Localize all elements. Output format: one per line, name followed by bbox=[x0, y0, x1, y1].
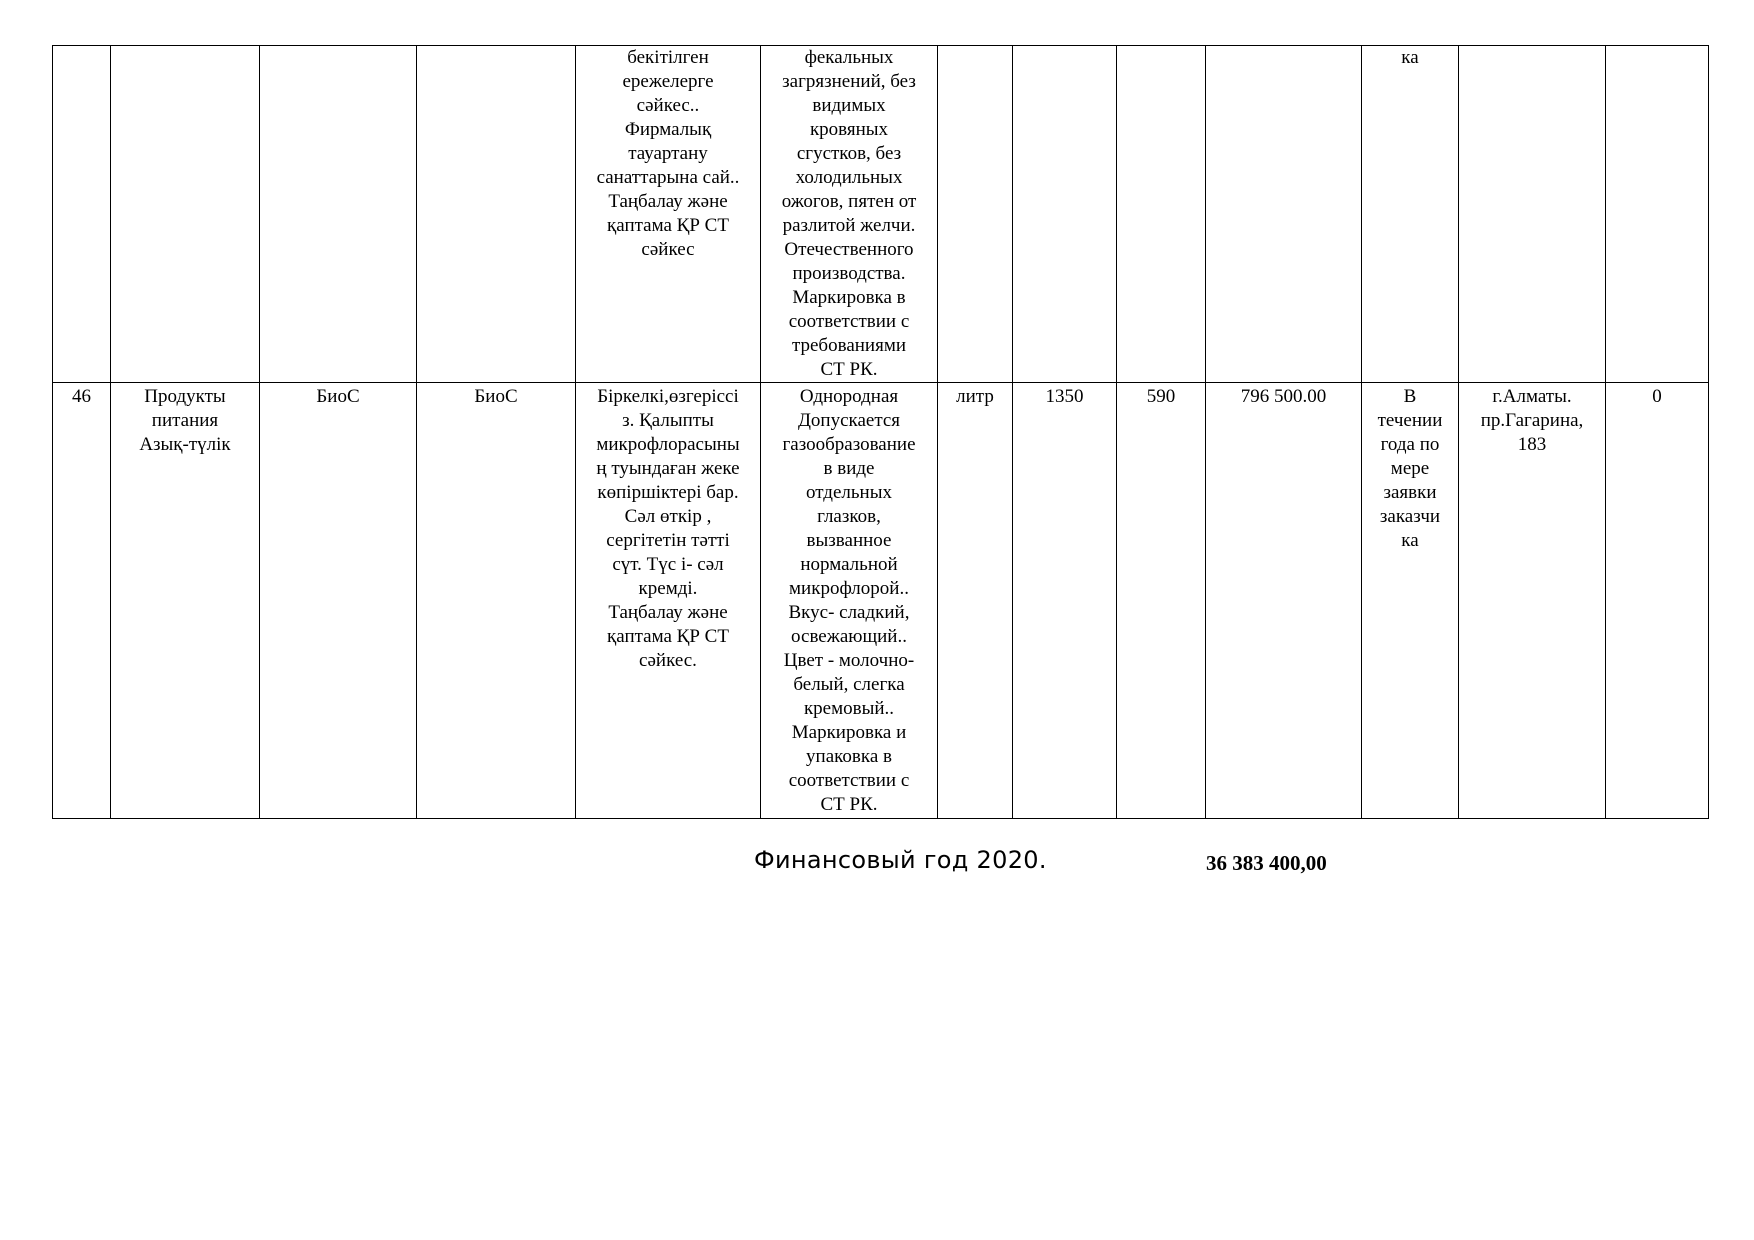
cell-spec-kz: бекітілген ережелерге сәйкес.. Фирмалық тауартану санаттарына сай.. Таңбалау және қаптама ҚР СТ сәйкес bbox=[576, 46, 761, 383]
table-row bbox=[53, 46, 1709, 383]
cell-name-ru bbox=[260, 46, 417, 383]
cell-delivery-term: В течении года по мере заявки заказчи ка bbox=[1362, 383, 1459, 819]
cell-spec-ru: Однородная Допускается газообразование в виде отдельных глазков, вызванное нормальной микрофлорой.. Вкус- сладкий, освежающий.. Цвет - молочно- белый, слегка кремовый.. Маркировка и упаковка в соответствии с СТ РК. bbox=[761, 383, 938, 819]
cell-quantity: 1350 bbox=[1013, 383, 1117, 819]
cell-price bbox=[1117, 46, 1206, 383]
procurement-table bbox=[52, 45, 1709, 819]
cell-category: Продукты питания Азық-түлік bbox=[111, 383, 260, 819]
cell-spec-ru: фекальных загрязнений, без видимых кровяных сгустков, без холодильных ожогов, пятен от разлитой желчи. Отечественного производства. Маркировка в соответствии с требованиями СТ РК. bbox=[761, 46, 938, 383]
cell-name-ru: БиоС bbox=[260, 383, 417, 819]
cell-unit: литр bbox=[938, 383, 1013, 819]
cell-advance: 0 bbox=[1606, 383, 1709, 819]
cell-delivery-place: г.Алматы. пр.Гагарина, 183 bbox=[1459, 383, 1606, 819]
cell-spec-kz: Біркелкі,өзгеріссі з. Қалыпты микрофлорасыны ң туындаған жеке көпіршіктері бар. Сәл өткір , сергітетін тәтті сүт. Түс і- сәл кремді. Таңбалау және қаптама ҚР СТ сәйкес. bbox=[576, 383, 761, 819]
cell-advance bbox=[1606, 46, 1709, 383]
table-row bbox=[53, 383, 1709, 819]
cell-name-kz bbox=[417, 46, 576, 383]
cell-name-kz: БиоС bbox=[417, 383, 576, 819]
cell-delivery-place bbox=[1459, 46, 1606, 383]
cell-price: 590 bbox=[1117, 383, 1206, 819]
cell-number bbox=[53, 46, 111, 383]
financial-year-label: Финансовый год 2020. bbox=[754, 846, 1047, 874]
financial-year-total: 36 383 400,00 bbox=[1206, 851, 1327, 875]
cell-quantity bbox=[1013, 46, 1117, 383]
cell-category bbox=[111, 46, 260, 383]
cell-unit bbox=[938, 46, 1013, 383]
cell-amount: 796 500.00 bbox=[1206, 383, 1362, 819]
cell-delivery-term: ка bbox=[1362, 46, 1459, 383]
cell-amount bbox=[1206, 46, 1362, 383]
cell-number: 46 bbox=[53, 383, 111, 819]
